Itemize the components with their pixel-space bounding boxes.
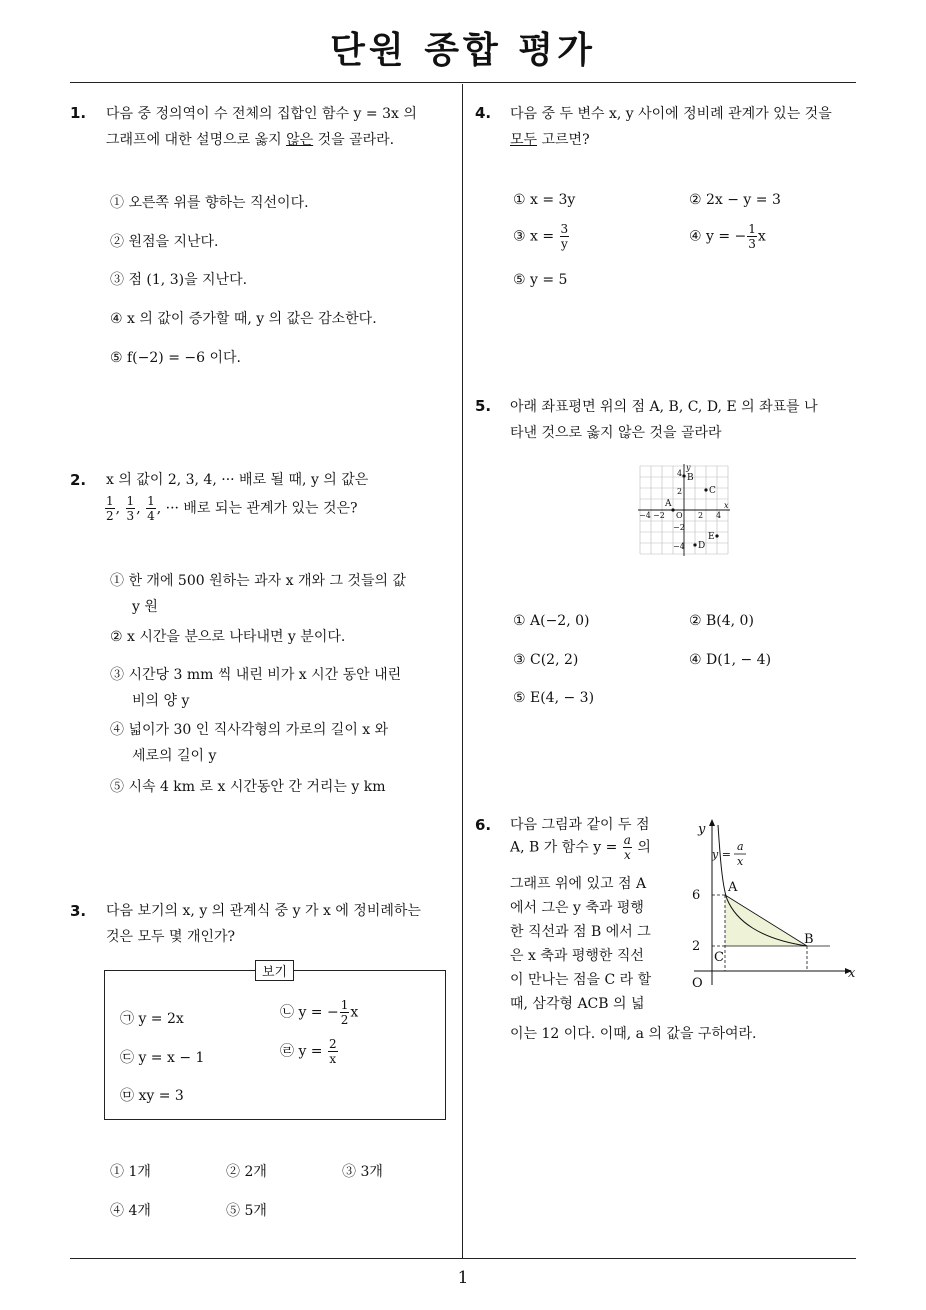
page-title: 단원 종합 평가 [330,30,596,71]
text: , ··· 배로 되는 관계가 있는 것은? [156,500,358,517]
option[interactable]: ③ C(2, 2) [513,652,579,668]
question-text: A, B 가 함수 y = $\frac{a}{x}$ 의 [510,833,651,862]
x-axis-label: x [848,966,856,981]
option[interactable]: ⑤ y = 5 [513,272,568,288]
option-continued: 세로의 길이 y [132,748,217,764]
option[interactable]: ② 원점을 지난다. [110,234,219,250]
question-text: 아래 좌표평면 위의 점 A, B, C, D, E 의 좌표를 나 [510,399,818,415]
tick-label: 6 [692,888,701,903]
question-text: x 의 값이 2, 3, 4, ··· 배로 될 때, y 의 값은 [106,472,369,488]
tick-label: −4 [639,511,651,520]
option[interactable]: ② 2개 [226,1164,267,1180]
option[interactable]: ② B(4, 0) [689,613,754,629]
fraction: $\frac{1}{4}$ [147,494,155,523]
point-b [682,474,685,477]
question-text: 이 만나는 점을 C 라 할 [510,972,652,988]
option[interactable]: ⑤ E(4, − 3) [513,690,595,706]
text: 것을 골라라. [313,132,395,148]
question-text [510,127,590,153]
origin-label: O [676,511,683,520]
bogi-item: ㉢ y = x − 1 [120,1050,205,1066]
text: 고르면? [537,132,590,148]
bottom-rule [70,1258,856,1259]
point-label: A [728,880,738,895]
bogi-item: ㉣ y = $\frac{2}{x}$ [280,1037,337,1066]
fraction: $\frac{1}{2}$ [106,494,114,523]
question-text: 다음 그림과 같이 두 점 [510,817,650,833]
option[interactable]: ④ y = − $\frac{1}{3}$ x [689,222,766,251]
question-text: 때, 삼각형 ACB 의 넓 [510,996,645,1012]
point-label: B [687,473,694,483]
option[interactable]: ③ 3개 [342,1164,383,1180]
point-label: A [665,499,672,509]
question-number: 6. [475,816,492,834]
tick-label: 2 [698,511,704,520]
point-d [693,543,696,546]
question-text: 그래프 위에 있고 점 A [510,876,647,892]
option[interactable]: ① 1개 [110,1164,151,1180]
option[interactable]: ④ x 의 값이 증가할 때, y 의 값은 감소한다. [110,311,377,327]
question-number: 1. [70,104,87,122]
page-number: 1 [457,1268,469,1288]
curve-equation: y = [712,848,731,861]
tick-label: −4 [673,542,685,551]
column-divider [462,84,463,1258]
question-text: 것은 모두 몇 개인가? [106,929,236,945]
point-label: D [698,541,706,551]
option[interactable]: ④ 4개 [110,1203,151,1219]
coordinate-plane [636,462,732,558]
tick-label: −2 [653,511,665,520]
question-text: 다음 중 두 변수 x, y 사이에 정비례 관계가 있는 것을 [510,106,832,122]
option[interactable]: ⑤ 시속 4 km 로 x 시간동안 간 거리는 y km [110,779,386,795]
option[interactable]: ⑤ 5개 [226,1203,267,1219]
option[interactable]: ④ 넓이가 30 인 직사각형의 가로의 길이 x 와 [110,722,389,738]
curve-equation: a [737,840,744,853]
bogi-item: ㉡ y = − $\frac{1}{2}$ x [280,998,359,1027]
y-axis-label: y [698,822,706,837]
option[interactable]: ② x 시간을 분으로 나타내면 y 분이다. [110,629,346,645]
question-text: 은 x 축과 평행한 직선 [510,948,644,964]
question-text: 한 직선과 점 B 에서 그 [510,924,651,940]
tick-label: 2 [677,487,683,496]
point-label: C [714,950,724,965]
curve-equation: x [737,855,744,868]
top-rule [70,82,856,83]
point-c [704,488,707,491]
point-label: B [804,932,814,947]
option[interactable]: ③ 시간당 3 mm 씩 내린 비가 x 시간 동안 내린 [110,667,402,683]
option-continued: y 원 [132,599,158,615]
option[interactable]: ① 오른쪽 위를 향하는 직선이다. [110,195,309,211]
bogi-item: ㉠ y = 2x [120,1011,184,1027]
option[interactable]: ⑤ f(−2) = −6 이다. [110,350,241,366]
tick-label: 2 [692,939,701,954]
bogi-item: ㉤ xy = 3 [120,1088,184,1104]
point-label: C [709,486,716,496]
origin-label: O [692,976,703,991]
option[interactable]: ④ D(1, − 4) [689,652,772,668]
point-e [715,534,718,537]
tick-label: −2 [673,523,685,532]
option[interactable]: ② 2x − y = 3 [689,192,781,208]
point-label: E [708,532,715,542]
option[interactable]: ③ x = $\frac{3}{y}$ [513,222,569,251]
text: 그래프에 대한 설명으로 옳지 [106,132,287,148]
x-axis-label: x [724,501,729,510]
option[interactable]: ① A(−2, 0) [513,613,590,629]
question-number: 5. [475,397,492,415]
question-text [106,127,394,153]
option[interactable]: ① 한 개에 500 원하는 과자 x 개와 그 것들의 값 [110,573,406,589]
bogi-label: 보기 [255,960,294,981]
question-number: 4. [475,104,492,122]
option-continued: 비의 양 y [132,693,190,709]
fraction: $\frac{1}{3}$ [126,494,135,523]
y-axis-label: y [686,463,691,472]
q6-graph [680,815,860,995]
emphasis-all: 모두 [510,132,538,148]
emphasis-not: 않은 [286,132,314,148]
question-number: 3. [70,902,87,920]
question-text: 에서 그은 y 축과 평행 [510,900,644,916]
question-text: 이는 12 이다. 이때, a 의 값을 구하여라. [510,1026,757,1042]
question-text: 타낸 것으로 옳지 않은 것을 골라라 [510,425,722,441]
tick-label: 4 [677,469,683,478]
option[interactable]: ③ 점 (1, 3)을 지난다. [110,272,248,288]
question-number: 2. [70,471,87,489]
question-text: 다음 중 정의역이 수 전체의 집합인 함수 y = 3x 의 [106,106,417,122]
question-text: 다음 보기의 x, y 의 관계식 중 y 가 x 에 정비례하는 [106,903,421,919]
question-text: $\frac{1}{2}$ , $\frac{1}{3}$ , $\frac{1}{4}$ , ··· 배로 되는 관계가 있는 것은? [106,494,358,523]
point-a [671,508,674,511]
option[interactable]: ① x = 3y [513,192,576,208]
tick-label: 4 [716,511,722,520]
